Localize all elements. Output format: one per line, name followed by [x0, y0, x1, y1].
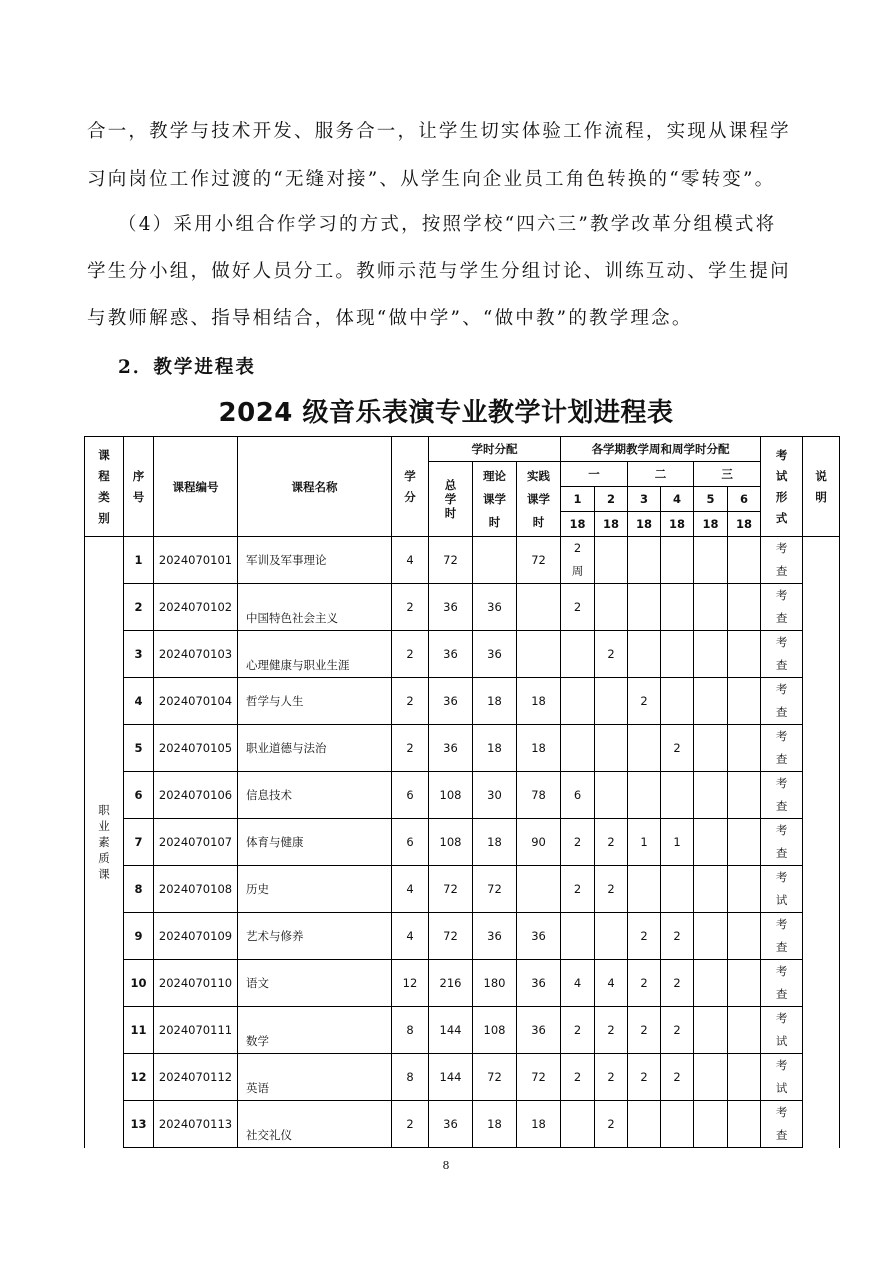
semester-hours-cell: 6 [561, 772, 595, 819]
header-semester-group: 各学期教学周和周学时分配 [561, 437, 761, 462]
practice-hours-cell: 72 [517, 537, 561, 584]
theory-hours-cell: 18 [473, 1101, 517, 1148]
header-weeks: 18 [694, 512, 728, 537]
semester-hours-cell: 2 [595, 1101, 628, 1148]
header-weeks: 18 [561, 512, 595, 537]
table-row [85, 725, 840, 772]
course-name-cell: 艺术与修养 [238, 913, 392, 960]
header-hours-group: 学时分配 [429, 437, 561, 462]
credit-cell: 8 [392, 1054, 429, 1101]
semester-hours-cell [561, 631, 595, 678]
course-name-cell: 数学 [238, 1007, 392, 1054]
semester-hours-cell [595, 913, 628, 960]
total-hours-cell: 144 [429, 1054, 473, 1101]
semester-hours-cell [561, 1101, 595, 1148]
semester-hours-cell [728, 772, 761, 819]
semester-hours-cell: 4 [595, 960, 628, 1007]
semester-hours-cell [694, 1054, 728, 1101]
code-cell: 2024070103 [154, 631, 238, 678]
semester-hours-cell: 4 [561, 960, 595, 1007]
seq-cell: 6 [124, 772, 154, 819]
semester-hours-cell [561, 913, 595, 960]
body-paragraph: 合一，教学与技术开发、服务合一，让学生切实体验工作流程，实现从课程学 [87, 121, 791, 142]
semester-hours-cell [728, 1054, 761, 1101]
total-hours-cell: 36 [429, 678, 473, 725]
semester-hours-cell [728, 913, 761, 960]
seq-cell: 10 [124, 960, 154, 1007]
exam-type-cell: 考 查 [761, 537, 803, 584]
course-name-cell: 历史 [238, 866, 392, 913]
semester-hours-cell [628, 772, 661, 819]
total-hours-cell: 72 [429, 913, 473, 960]
seq-cell: 7 [124, 819, 154, 866]
course-name-cell: 社交礼仪 [238, 1101, 392, 1148]
practice-hours-cell: 18 [517, 725, 561, 772]
exam-type-cell: 考 查 [761, 913, 803, 960]
semester-hours-cell [728, 960, 761, 1007]
semester-hours-cell [728, 631, 761, 678]
header-year-1: 一 [561, 462, 628, 487]
category-cell: 职 业 素 质 课 [85, 537, 124, 1148]
theory-hours-cell: 36 [473, 631, 517, 678]
exam-type-cell: 考 查 [761, 678, 803, 725]
table-body [85, 537, 840, 1148]
course-name-cell: 心理健康与职业生涯 [238, 631, 392, 678]
semester-hours-cell [694, 960, 728, 1007]
semester-hours-cell [661, 1101, 694, 1148]
total-hours-cell: 108 [429, 772, 473, 819]
table-row [85, 913, 840, 960]
table-row [85, 537, 840, 584]
theory-hours-cell: 72 [473, 866, 517, 913]
header-semester: 6 [728, 487, 761, 512]
seq-cell: 5 [124, 725, 154, 772]
credit-cell: 4 [392, 913, 429, 960]
semester-hours-cell [661, 772, 694, 819]
practice-hours-cell: 18 [517, 678, 561, 725]
course-name-cell: 军训及军事理论 [238, 537, 392, 584]
header-category: 课 程 类 别 [85, 437, 124, 537]
semester-hours-cell [694, 913, 728, 960]
theory-hours-cell: 36 [473, 584, 517, 631]
exam-type-cell: 考 试 [761, 866, 803, 913]
seq-cell: 12 [124, 1054, 154, 1101]
credit-cell: 6 [392, 772, 429, 819]
credit-cell: 12 [392, 960, 429, 1007]
code-cell: 2024070113 [154, 1101, 238, 1148]
credit-cell: 6 [392, 819, 429, 866]
semester-hours-cell: 1 [628, 819, 661, 866]
semester-hours-cell [661, 584, 694, 631]
semester-hours-cell: 2 [661, 1054, 694, 1101]
code-cell: 2024070101 [154, 537, 238, 584]
semester-hours-cell: 2 [628, 913, 661, 960]
exam-type-cell: 考 试 [761, 1007, 803, 1054]
theory-hours-cell: 72 [473, 1054, 517, 1101]
header-semester: 4 [661, 487, 694, 512]
seq-cell: 11 [124, 1007, 154, 1054]
practice-hours-cell: 18 [517, 1101, 561, 1148]
theory-hours-cell [473, 537, 517, 584]
teaching-plan-table [84, 436, 840, 1148]
total-hours-cell: 72 [429, 866, 473, 913]
seq-cell: 1 [124, 537, 154, 584]
code-cell: 2024070102 [154, 584, 238, 631]
header-credit: 学 分 [392, 437, 429, 537]
code-cell: 2024070105 [154, 725, 238, 772]
table-row [85, 1007, 840, 1054]
header-semester: 5 [694, 487, 728, 512]
exam-type-cell: 考 查 [761, 1101, 803, 1148]
semester-hours-cell: 2 [561, 1054, 595, 1101]
header-theory-hours: 理论 课学 时 [473, 462, 517, 537]
semester-hours-cell [628, 537, 661, 584]
course-name-cell: 语文 [238, 960, 392, 1007]
header-note: 说 明 [803, 437, 840, 537]
semester-hours-cell [661, 678, 694, 725]
semester-hours-cell: 2 [661, 725, 694, 772]
theory-hours-cell: 18 [473, 725, 517, 772]
page-number: 8 [442, 1159, 450, 1172]
course-name-cell: 英语 [238, 1054, 392, 1101]
course-name-cell: 体育与健康 [238, 819, 392, 866]
semester-hours-cell: 2 [661, 913, 694, 960]
code-cell: 2024070110 [154, 960, 238, 1007]
semester-hours-cell [728, 725, 761, 772]
body-paragraph: 学生分小组，做好人员分工。教师示范与学生分组讨论、训练互动、学生提问 [87, 261, 791, 282]
credit-cell: 4 [392, 537, 429, 584]
credit-cell: 2 [392, 725, 429, 772]
semester-hours-cell: 2 周 [561, 537, 595, 584]
seq-cell: 2 [124, 584, 154, 631]
header-semester: 2 [595, 487, 628, 512]
exam-type-cell: 考 查 [761, 819, 803, 866]
table-row [85, 866, 840, 913]
practice-hours-cell [517, 631, 561, 678]
header-weeks: 18 [661, 512, 694, 537]
exam-type-cell: 考 查 [761, 960, 803, 1007]
credit-cell: 8 [392, 1007, 429, 1054]
semester-hours-cell [595, 772, 628, 819]
practice-hours-cell: 90 [517, 819, 561, 866]
code-cell: 2024070111 [154, 1007, 238, 1054]
course-name-cell: 中国特色社会主义 [238, 584, 392, 631]
total-hours-cell: 108 [429, 819, 473, 866]
header-weeks: 18 [595, 512, 628, 537]
table-title: 2024 级音乐表演专业教学计划进程表 [218, 398, 674, 428]
total-hours-cell: 36 [429, 631, 473, 678]
header-year-2: 二 [628, 462, 694, 487]
practice-hours-cell [517, 584, 561, 631]
semester-hours-cell [595, 725, 628, 772]
practice-hours-cell: 72 [517, 1054, 561, 1101]
semester-hours-cell: 2 [628, 1054, 661, 1101]
body-paragraph: 与教师解惑、指导相结合，体现“做中学”、“做中教”的教学理念。 [87, 308, 693, 329]
semester-hours-cell [694, 772, 728, 819]
semester-hours-cell [728, 1101, 761, 1148]
practice-hours-cell: 36 [517, 960, 561, 1007]
semester-hours-cell [661, 537, 694, 584]
table-row [85, 819, 840, 866]
seq-cell: 13 [124, 1101, 154, 1148]
credit-cell: 2 [392, 584, 429, 631]
table-header [85, 437, 840, 537]
header-name: 课程名称 [238, 437, 392, 537]
seq-cell: 3 [124, 631, 154, 678]
exam-type-cell: 考 查 [761, 584, 803, 631]
credit-cell: 2 [392, 678, 429, 725]
semester-hours-cell [628, 584, 661, 631]
semester-hours-cell [728, 819, 761, 866]
semester-hours-cell [628, 725, 661, 772]
semester-hours-cell [694, 866, 728, 913]
header-weeks: 18 [628, 512, 661, 537]
table-row [85, 1054, 840, 1101]
header-year-3: 三 [694, 462, 761, 487]
semester-hours-cell: 2 [561, 819, 595, 866]
semester-hours-cell [694, 678, 728, 725]
header-code: 课程编号 [154, 437, 238, 537]
semester-hours-cell [595, 678, 628, 725]
course-name-cell: 职业道德与法治 [238, 725, 392, 772]
exam-type-cell: 考 查 [761, 772, 803, 819]
semester-hours-cell: 1 [661, 819, 694, 866]
semester-hours-cell [728, 537, 761, 584]
code-cell: 2024070109 [154, 913, 238, 960]
credit-cell: 2 [392, 631, 429, 678]
semester-hours-cell: 2 [561, 1007, 595, 1054]
seq-cell: 4 [124, 678, 154, 725]
semester-hours-cell: 2 [561, 584, 595, 631]
theory-hours-cell: 180 [473, 960, 517, 1007]
semester-hours-cell [595, 537, 628, 584]
header-weeks: 18 [728, 512, 761, 537]
exam-type-cell: 考 试 [761, 1054, 803, 1101]
semester-hours-cell [694, 1101, 728, 1148]
theory-hours-cell: 18 [473, 819, 517, 866]
table-row [85, 631, 840, 678]
semester-hours-cell [694, 631, 728, 678]
total-hours-cell: 216 [429, 960, 473, 1007]
code-cell: 2024070104 [154, 678, 238, 725]
table-row [85, 772, 840, 819]
semester-hours-cell [661, 866, 694, 913]
total-hours-cell: 36 [429, 1101, 473, 1148]
course-name-cell: 哲学与人生 [238, 678, 392, 725]
practice-hours-cell: 36 [517, 1007, 561, 1054]
semester-hours-cell [728, 866, 761, 913]
semester-hours-cell [595, 584, 628, 631]
credit-cell: 4 [392, 866, 429, 913]
semester-hours-cell: 2 [595, 1054, 628, 1101]
practice-hours-cell: 36 [517, 913, 561, 960]
practice-hours-cell [517, 866, 561, 913]
semester-hours-cell [728, 1007, 761, 1054]
header-practice-hours: 实践 课学 时 [517, 462, 561, 537]
semester-hours-cell: 2 [595, 1007, 628, 1054]
header-total-hours: 总 学 时 [429, 462, 473, 537]
body-paragraph: 习向岗位工作过渡的“无缝对接”、从学生向企业员工角色转换的“零转变”。 [87, 169, 776, 190]
exam-type-cell: 考 查 [761, 725, 803, 772]
code-cell: 2024070108 [154, 866, 238, 913]
semester-hours-cell [694, 819, 728, 866]
exam-type-cell: 考 查 [761, 631, 803, 678]
semester-hours-cell [728, 678, 761, 725]
semester-hours-cell: 2 [561, 866, 595, 913]
theory-hours-cell: 108 [473, 1007, 517, 1054]
semester-hours-cell [694, 1007, 728, 1054]
credit-cell: 2 [392, 1101, 429, 1148]
semester-hours-cell: 2 [661, 1007, 694, 1054]
semester-hours-cell: 2 [661, 960, 694, 1007]
semester-hours-cell [694, 584, 728, 631]
total-hours-cell: 36 [429, 584, 473, 631]
code-cell: 2024070106 [154, 772, 238, 819]
total-hours-cell: 72 [429, 537, 473, 584]
semester-hours-cell [561, 725, 595, 772]
semester-hours-cell [661, 631, 694, 678]
semester-hours-cell: 2 [595, 819, 628, 866]
semester-hours-cell: 2 [595, 866, 628, 913]
header-exam: 考 试 形 式 [761, 437, 803, 537]
header-seq: 序 号 [124, 437, 154, 537]
table-row [85, 678, 840, 725]
practice-hours-cell: 78 [517, 772, 561, 819]
semester-hours-cell [694, 537, 728, 584]
semester-hours-cell [628, 1101, 661, 1148]
body-paragraph: （4）采用小组合作学习的方式，按照学校“四六三”教学改革分组模式将 [118, 214, 777, 235]
table-row [85, 960, 840, 1007]
total-hours-cell: 36 [429, 725, 473, 772]
code-cell: 2024070112 [154, 1054, 238, 1101]
course-name-cell: 信息技术 [238, 772, 392, 819]
note-cell [803, 537, 840, 1148]
total-hours-cell: 144 [429, 1007, 473, 1054]
semester-hours-cell: 2 [628, 678, 661, 725]
semester-hours-cell [628, 866, 661, 913]
section-heading: 2．教学进程表 [118, 357, 256, 378]
table-row [85, 1101, 840, 1148]
theory-hours-cell: 30 [473, 772, 517, 819]
header-semester: 3 [628, 487, 661, 512]
semester-hours-cell [561, 678, 595, 725]
semester-hours-cell: 2 [595, 631, 628, 678]
semester-hours-cell [728, 584, 761, 631]
semester-hours-cell [694, 725, 728, 772]
theory-hours-cell: 36 [473, 913, 517, 960]
theory-hours-cell: 18 [473, 678, 517, 725]
code-cell: 2024070107 [154, 819, 238, 866]
header-semester: 1 [561, 487, 595, 512]
table-row [85, 584, 840, 631]
seq-cell: 8 [124, 866, 154, 913]
semester-hours-cell: 2 [628, 960, 661, 1007]
semester-hours-cell: 2 [628, 1007, 661, 1054]
semester-hours-cell [628, 631, 661, 678]
seq-cell: 9 [124, 913, 154, 960]
